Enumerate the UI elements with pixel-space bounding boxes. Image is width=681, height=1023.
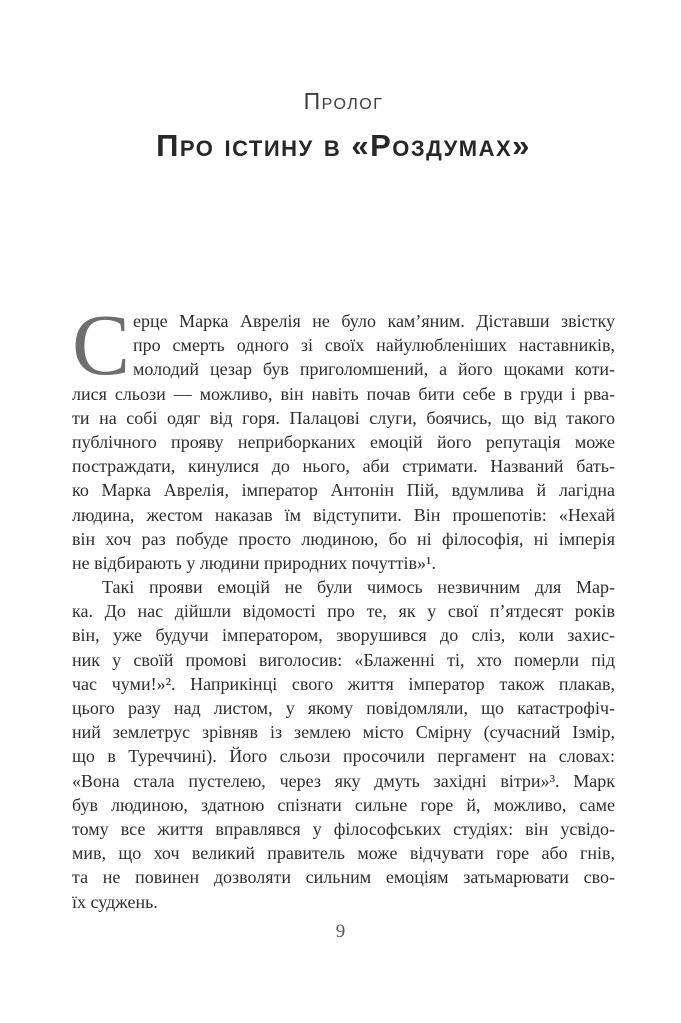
text-line: ка. До нас дійшли відомості про те, як у свої п’ятдесят років [72, 601, 615, 622]
text-line: лися сльози — можливо, він навіть почав бити себе в груди і рва- [72, 383, 615, 404]
text-line: Такі прояви емоцій не були чимось незвичним для Мар- [102, 577, 615, 598]
text-line: публічного прояву неприборканих емоцій його репутація може [72, 431, 615, 452]
text-line: час чуми!»². Наприкінці свого життя імператор також плакав, [72, 673, 615, 694]
text-line: тому все життя вправлявся у філософських студіях: він усвідо- [72, 818, 615, 839]
text-line: ний землетрус зрівняв із землею місто Смірну (сучасний Ізмір, [72, 722, 615, 743]
text-line: їх суджень. [72, 891, 158, 912]
text-line: молодий цезар був приголомшений, а його щоками коти- [133, 359, 615, 380]
text-line: не відбирають у людини природних почуттів»¹. [72, 552, 436, 573]
text-line: ко Марка Аврелія, імператор Антонін Пій, вдумлива й лагідна [72, 480, 615, 501]
text-line: мив, що хоч великий правитель може відчувати горе або гнів, [72, 843, 615, 864]
text-line: цього разу над листом, у якому повідомляли, що катастрофіч- [72, 698, 615, 718]
text-column [72, 0, 615, 914]
text-line: та не повинен дозволяти сильним емоціям затьмарювати сво- [72, 867, 615, 888]
text-line: постраждати, кинулися до нього, аби стримати. Названий бать- [72, 456, 615, 477]
paragraph [72, 575, 615, 914]
text-line: ти на собі одяг від горя. Палацові слуги, боячись, що від такого [72, 407, 615, 428]
page-number: 9 [335, 921, 346, 942]
text-line: ерце Марка Аврелія не було кам’яним. Діставши звістку [133, 311, 615, 331]
text-line: що в Туреччині). Його сльози просочили пергамент на словах: [72, 746, 615, 767]
chapter-kicker: Пролог [303, 88, 384, 114]
text-line: був людиною, здатною спізнати сильне горе й, можливо, саме [72, 794, 615, 815]
text-line: він, уже будучи імператором, зворушився до сліз, коли захис- [72, 625, 615, 646]
text-line: він хоч раз побуде просто людиною, бо ні філософія, ні імперія [72, 528, 615, 549]
body-text [72, 296, 615, 914]
text-line: людина, жестом наказав їм відступити. Він прошепотів: «Нехай [72, 504, 615, 525]
text-line: ник у своїй промові виголосив: «Блаженні ті, хто померли під [72, 649, 615, 670]
page-title: Про істину в «Роздумах» [156, 128, 531, 163]
text-line: «Вона стала пустелею, через яку дмуть західні вітри»³. Марк [72, 770, 615, 791]
drop-cap: С [72, 296, 131, 393]
text-line: про смерть одного зі своїх найулюбленіших наставників, [133, 335, 615, 356]
paragraph [72, 296, 615, 575]
